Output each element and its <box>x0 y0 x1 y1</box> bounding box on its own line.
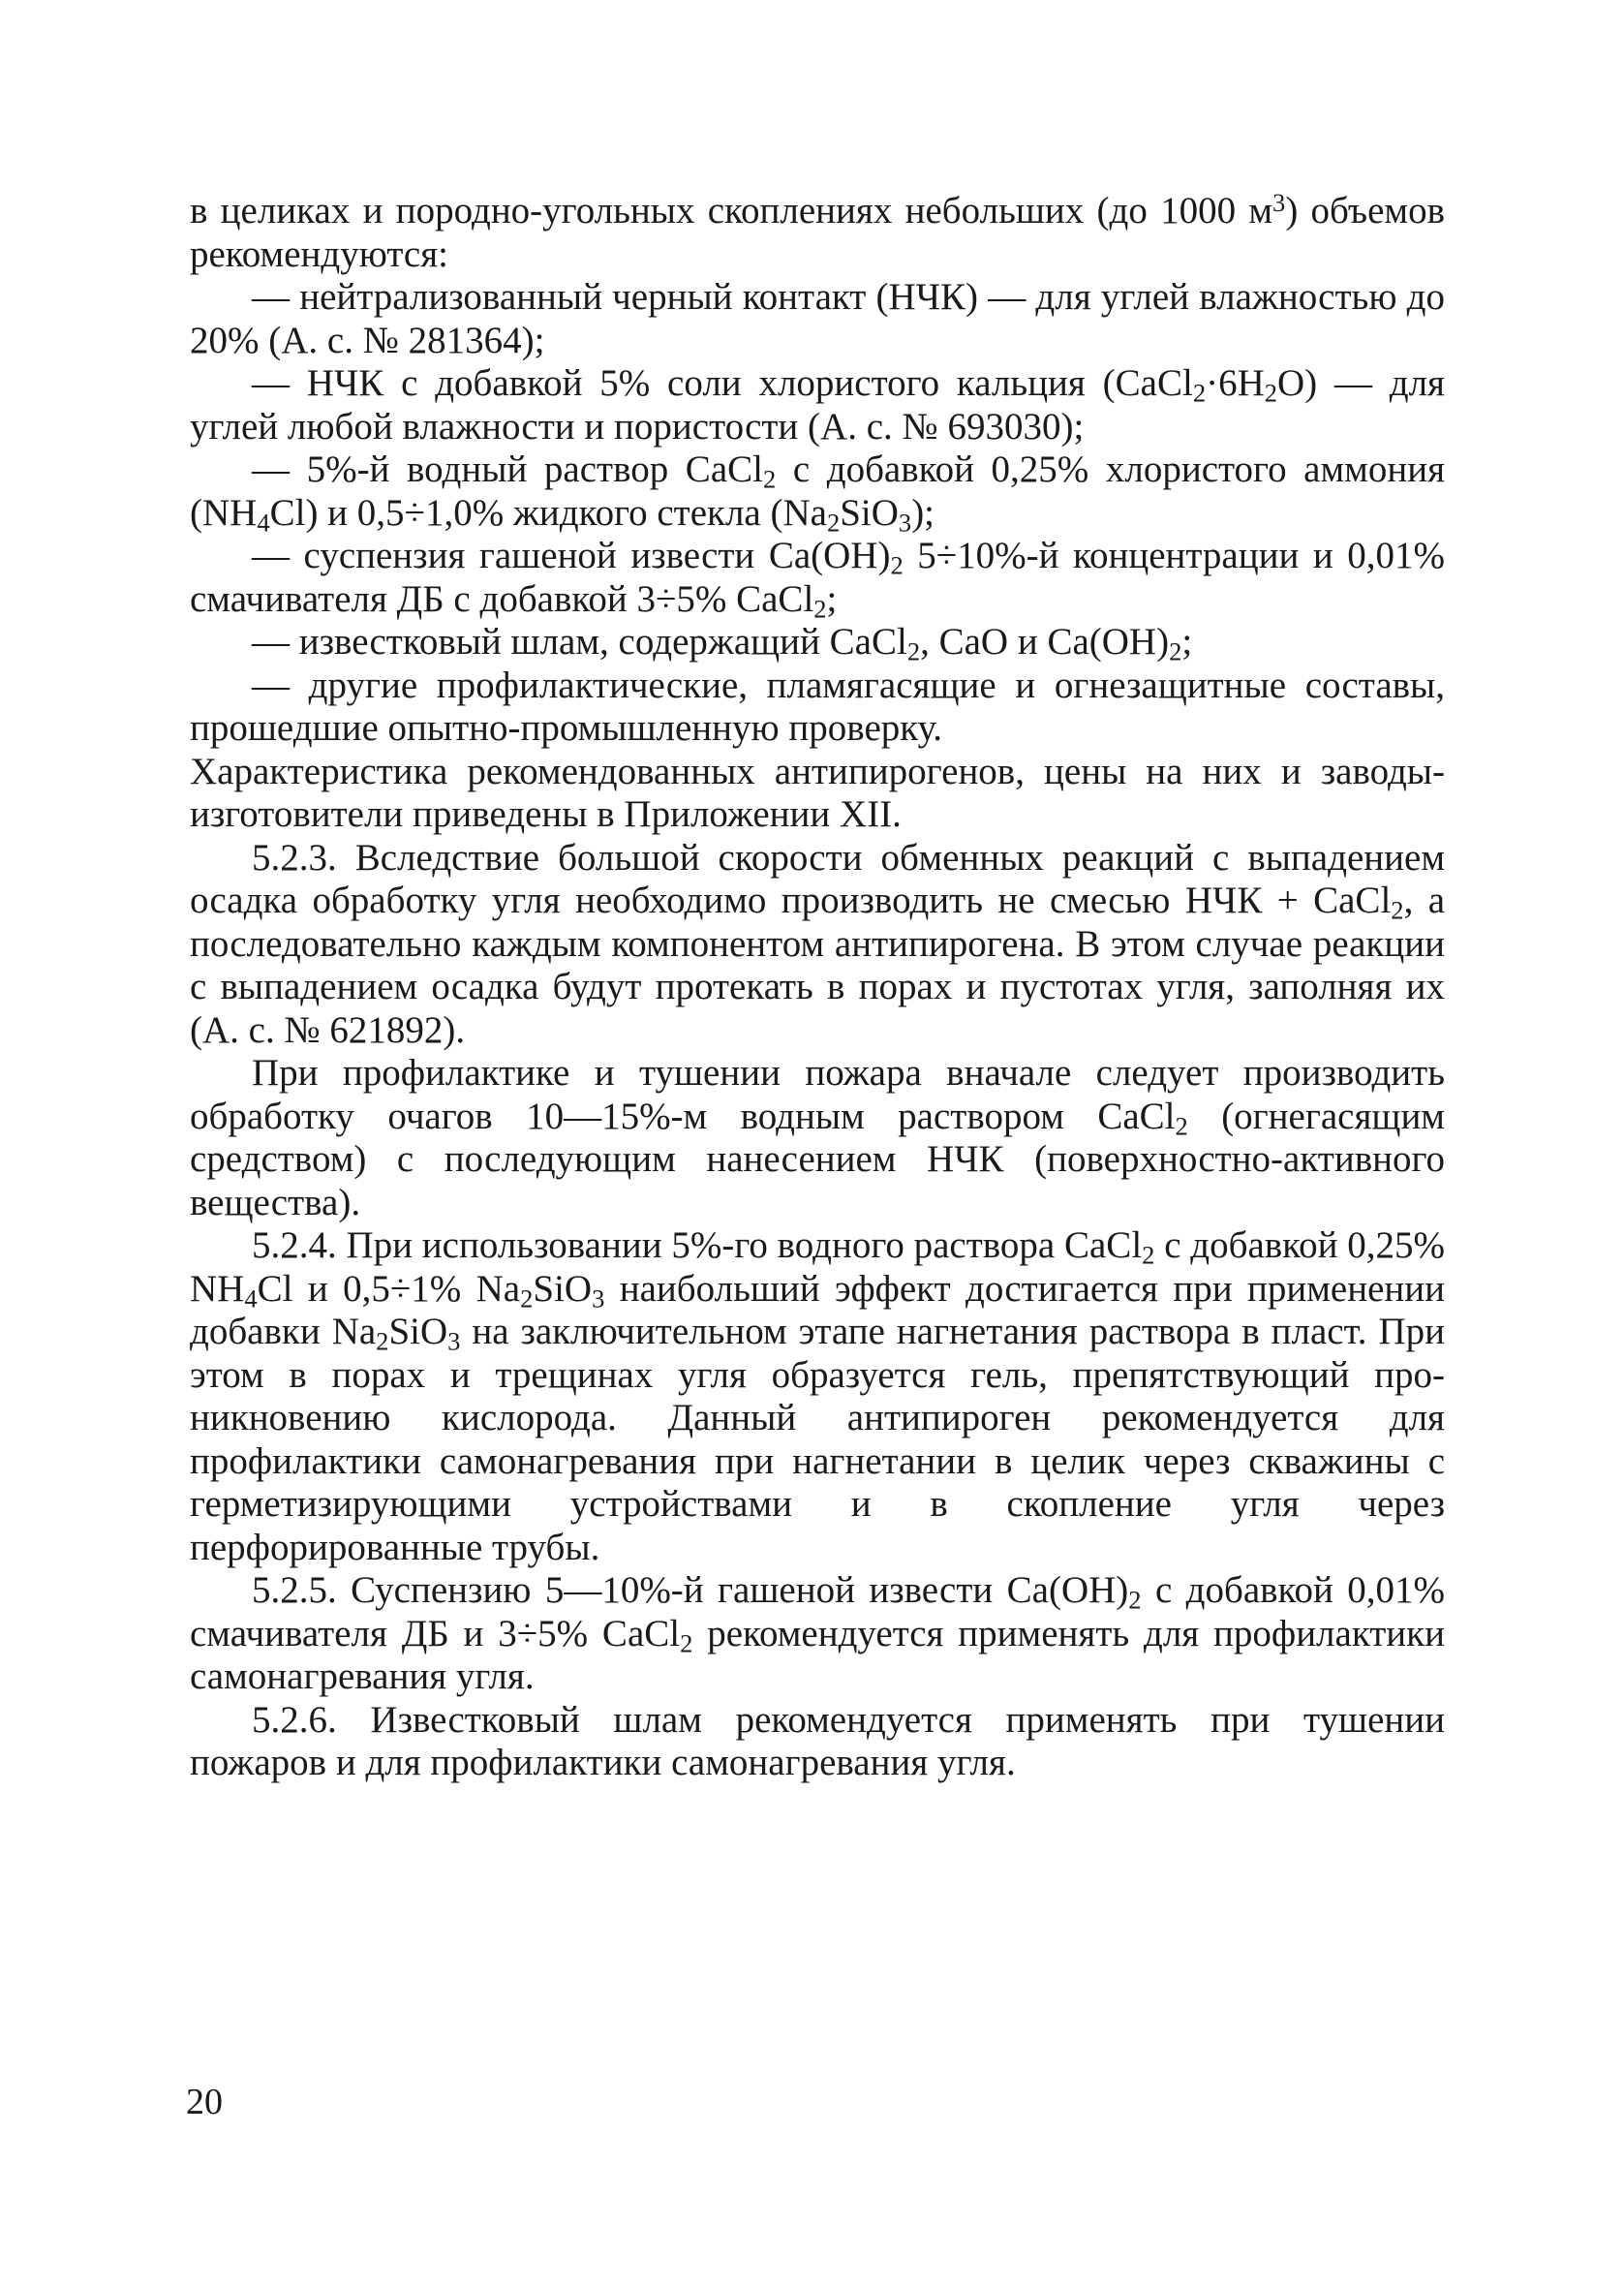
text-run: SiO <box>388 1311 448 1352</box>
text-run: — известковый шлам, содержащий CaCl <box>252 621 907 663</box>
text-run: SiO <box>533 1267 593 1310</box>
subscript: 3 <box>592 1283 605 1314</box>
subscript: 2 <box>520 1283 534 1314</box>
text-run: — другие профилактические, пламягасящие и огнезащитные составы, прошедшие опытно-промышленную проверку. <box>190 664 1445 749</box>
text-run: в целиках и породно-угольных скоплениях небольших (до 1000 м <box>190 190 1273 232</box>
p-5-2-3 <box>190 837 1445 1053</box>
p-item-4 <box>190 535 1445 624</box>
text-run: 5.2.4. При использовании 5%-го водного раствора CaCl <box>252 1224 1143 1266</box>
text-run: 5.2.5. Суспензию 5—10%-й гашеной извести Ca(OH) <box>252 1569 1129 1611</box>
text-run: 5.2.6. Известковый шлам рекомендуется применять при тушении пожаров и для профилактики самонагревания угля. <box>190 1698 1445 1783</box>
subscript: 2 <box>1391 895 1404 925</box>
subscript: 2 <box>1169 636 1182 666</box>
p-characteristics <box>190 751 1445 837</box>
text-run: SiO <box>840 491 899 534</box>
p-5-2-6 <box>190 1699 1445 1785</box>
superscript: 3 <box>1272 188 1286 218</box>
subscript: 2 <box>376 1326 389 1356</box>
text-run: — нейтрализованный черный контакт (НЧК) — для углей влажностью до 20% (А. с. № 281364); <box>190 276 1445 361</box>
subscript: 2 <box>1264 378 1278 408</box>
text-run: ; <box>1181 621 1193 663</box>
text-run: ); <box>911 491 935 534</box>
text-run: с добавкой 0,01% смачивателя ДБ и 3÷5% CaCl <box>190 1569 1445 1654</box>
text-run: — НЧК с добавкой 5% соли хлористого кальция (CaCl <box>252 362 1193 404</box>
text-run: Cl) и 0,5÷1,0% жидкого стекла (Na <box>269 491 827 534</box>
text-run: Характеристика рекомендованных антипирогенов, цены на них и заводы-изготовители приведены в Приложении XII. <box>190 750 1445 835</box>
text-run: , CaO и Ca(OH) <box>920 621 1170 663</box>
text-run: — суспензия гашеной извести Ca(OH) <box>252 535 891 576</box>
p-item-6 <box>190 665 1445 751</box>
p-item-5 <box>190 621 1445 665</box>
subscript: 4 <box>244 1283 258 1314</box>
text-run: ; <box>826 577 838 620</box>
text-run: наибольший эффект достигается при применении добавки Na <box>190 1267 1446 1352</box>
text-run: с добавкой 0,25% NH <box>190 1224 1445 1310</box>
page-number: 20 <box>186 2082 223 2122</box>
text-run: Cl и 0,5÷1% Na <box>257 1267 521 1310</box>
p-5-2-4 <box>190 1224 1445 1569</box>
p-item-3 <box>190 448 1446 538</box>
p-item-1 <box>190 276 1445 362</box>
subscript: 2 <box>813 594 827 624</box>
subscript: 2 <box>906 636 921 666</box>
subscript: 4 <box>257 508 270 538</box>
text-run: O) — для углей любой влажности и пористости (А. с. № 693030); <box>190 362 1445 448</box>
subscript: 3 <box>898 508 912 538</box>
subscript: 2 <box>680 1628 693 1658</box>
text-run: 5÷10%-й концентрации и 0,01% смачивателя ДБ с добавкой 3÷5% CaCl <box>190 535 1445 620</box>
subscript: 3 <box>447 1326 461 1356</box>
text-run: ·6H <box>1206 362 1265 404</box>
page-body <box>190 190 1445 1785</box>
text-run: рекомендуется применять для профилактики самонагревания угля. <box>190 1612 1446 1697</box>
p-item-2 <box>190 362 1445 448</box>
subscript: 2 <box>1142 1240 1155 1270</box>
text-run: на заключительном этапе нагнетания раствора в пласт. При этом в порах и трещинах угля образуется гель, препятствующий проникновению кислорода. Данный антипироген рекомендуется для профилактики самонагревания при нагнетании в целик через скважины с герметизирующими устройствами и в скопление угля через перфорированные трубы. <box>190 1311 1445 1568</box>
text-run: (огнегасящим средством) с последующим нанесением НЧК (поверхностно-активного вещества). <box>190 1095 1445 1223</box>
p-intro <box>190 190 1445 276</box>
subscript: 2 <box>1128 1585 1142 1615</box>
p-5-2-5 <box>190 1569 1445 1699</box>
subscript: 2 <box>1175 1111 1188 1141</box>
subscript: 2 <box>890 550 904 580</box>
text-run: — 5%-й водный раствор CaCl <box>252 448 763 490</box>
text-run: При профилактике и тушении пожара вначале следует производить обработку очагов 10—15%-м водным раствором CaCl <box>190 1052 1445 1137</box>
text-run: , а последовательно каждым компонентом антипирогена. В этом случае реакции с выпадением осадка будут протекать в порах и пустотах угля, заполняя их (А. с. № 621892). <box>190 880 1446 1051</box>
subscript: 2 <box>826 508 841 538</box>
text-run: 5.2.3. Вследствие большой скорости обменных реакций с выпадением осадка обработку угля необходимо производить не смесью НЧК + CaCl <box>190 836 1445 921</box>
text-run: ) объемов рекомендуются: <box>190 190 1445 275</box>
subscript: 2 <box>1192 378 1207 408</box>
subscript: 2 <box>762 464 777 494</box>
text-run: с добавкой 0,25% хлористого аммония (NH <box>190 448 1446 534</box>
p-prophylaxis <box>190 1052 1445 1224</box>
